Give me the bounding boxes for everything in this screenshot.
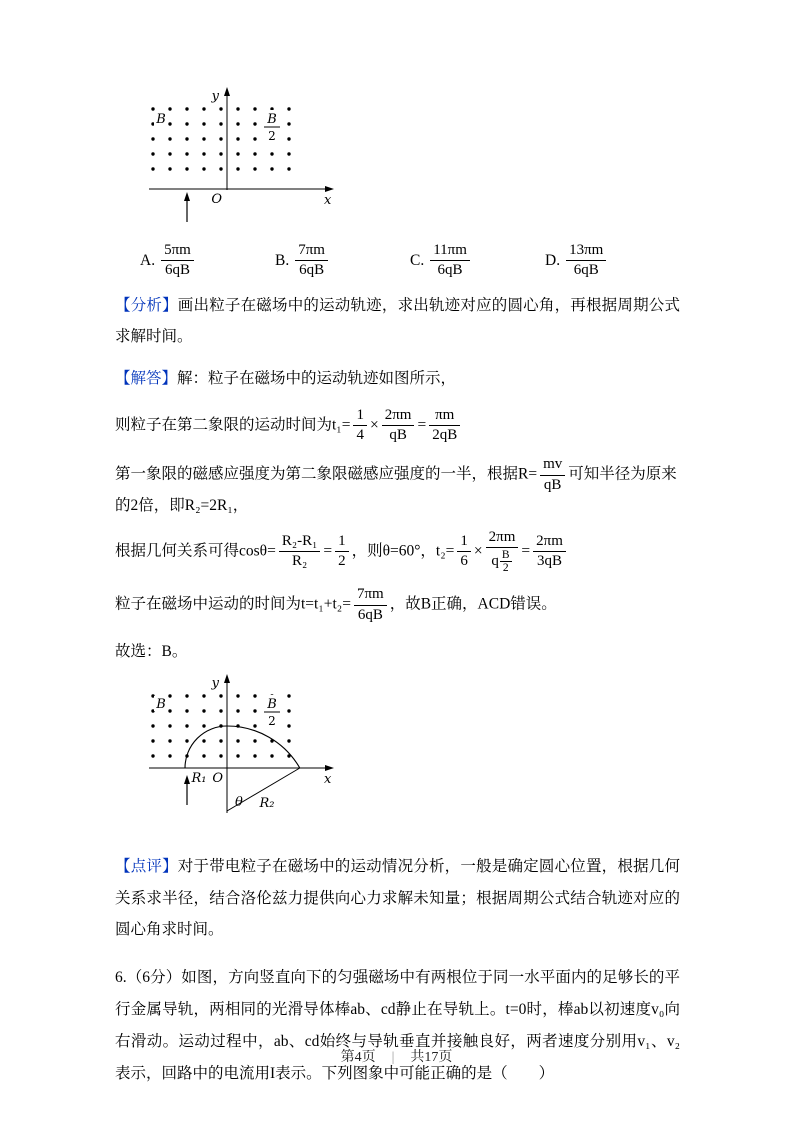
fraction — [457, 533, 471, 571]
footer-separator: | — [391, 1050, 395, 1065]
fraction-numerator: 5πm — [161, 242, 194, 261]
solution-step-3 — [115, 529, 680, 574]
velocity-arrowhead — [184, 775, 190, 784]
current-page-label: 第4页 — [340, 1050, 376, 1065]
solution-answer — [115, 636, 680, 667]
fraction — [335, 533, 349, 571]
y-axis-label: y — [211, 89, 219, 104]
solution-step-4 — [115, 586, 680, 624]
fraction-numerator: 7πm — [295, 242, 328, 261]
x-axis-label: x — [324, 193, 332, 208]
fraction — [279, 533, 320, 571]
fraction — [430, 242, 470, 280]
formula-text: ，故B正确，ACD错误。 — [389, 595, 557, 613]
formula-text: 可知半径为原来的2倍，即R₂=2R₁， — [115, 465, 677, 514]
fraction — [161, 242, 194, 280]
formula-text: = — [521, 542, 531, 560]
field-b-label: B — [156, 112, 166, 127]
fraction-denominator: 6qB — [299, 262, 325, 279]
formula-text: q — [491, 553, 499, 570]
fraction-numerator: 7πm — [354, 586, 387, 605]
answer-text: 故选：B。 — [115, 642, 188, 660]
page-footer — [0, 1046, 793, 1066]
field-b-half-denominator: 2 — [268, 129, 276, 143]
magnetic-field-diagram — [145, 86, 345, 234]
fraction — [382, 407, 415, 445]
fraction-numerator: πm — [429, 407, 460, 426]
origin-label: O — [212, 770, 223, 786]
fraction-denominator: R₂ — [291, 553, 308, 570]
fraction — [500, 549, 512, 574]
field-b-half-denominator: 2 — [268, 713, 276, 728]
origin-label: O — [211, 192, 222, 207]
analysis-text: 画出粒子在磁场中的运动轨迹，求出轨迹对应的圆心角，再根据周期公式求解时间。 — [115, 296, 680, 346]
y-axis-label: y — [211, 675, 219, 691]
fraction — [533, 533, 566, 571]
option-b — [275, 242, 410, 280]
x-axis-label: x — [324, 771, 332, 787]
fraction-numerator: 2πm — [382, 407, 415, 426]
field-b-half-numerator: B — [267, 112, 277, 127]
option-c-label: C. — [410, 251, 425, 269]
trajectory-diagram — [145, 673, 350, 841]
fraction-denominator: 4 — [356, 427, 364, 444]
option-a-label: A. — [140, 251, 156, 269]
fraction-denominator: 6 — [460, 553, 468, 570]
fraction-numerator: mv — [540, 456, 565, 475]
fraction-denominator: 6qB — [357, 606, 383, 623]
option-c — [410, 242, 545, 280]
formula-text: = — [323, 542, 333, 560]
solution-intro-text: 解：粒子在磁场中的运动轨迹如图所示， — [177, 370, 457, 388]
fraction-denominator: 6qB — [573, 262, 599, 279]
fraction-numerator: 13πm — [566, 242, 606, 261]
solution-step-2 — [115, 456, 680, 517]
comment-section — [115, 851, 680, 946]
x-axis-arrowhead — [325, 765, 334, 771]
solution-intro — [115, 363, 680, 395]
fraction — [429, 407, 460, 445]
total-pages-label: 共17页 — [410, 1050, 453, 1065]
velocity-arrowhead — [184, 192, 190, 201]
field-b-half-numerator: B — [267, 696, 277, 712]
analysis-section — [115, 290, 680, 354]
fraction-denominator: 6qB — [164, 262, 190, 279]
solution-step-1 — [115, 407, 680, 445]
fraction — [353, 407, 367, 445]
options-row — [140, 242, 680, 280]
radius-r1-label: R₁ — [191, 770, 207, 786]
analysis-tag: 【分析】 — [115, 296, 178, 314]
comment-tag: 【点评】 — [115, 857, 178, 875]
fraction — [540, 456, 565, 494]
formula-text: × — [369, 416, 379, 434]
fraction-denominator: qB — [543, 476, 562, 493]
formula-text: 则粒子在第二象限的运动时间为t₁= — [115, 416, 351, 434]
fraction — [295, 242, 328, 280]
fraction — [566, 242, 606, 280]
fraction-denominator: 2 — [502, 562, 509, 575]
solution-tag: 【解答】 — [115, 370, 178, 388]
fraction — [354, 586, 387, 624]
radius-r2-label: R₂ — [259, 795, 275, 811]
fraction-numerator: 1 — [457, 533, 471, 552]
y-axis-arrowhead — [224, 87, 230, 96]
fraction-denominator: 2qB — [432, 427, 458, 444]
formula-text: = — [417, 416, 427, 434]
fraction-numerator: R₂-R₁ — [279, 533, 320, 552]
question-6-text: 6.（6分）如图，方向竖直向下的匀强磁场中有两根位于同一水平面内的足够长的平行金属导轨，两相同的光滑导体棒ab、cd静止在导轨上。t=0时，棒ab以初速度v₀向右滑动。运动过程中，ab、cd始终与导轨垂直并接触良好，两者速度分别用v₁、v₂表示，回路中的电流用I表示。下列图象中可能正确的是（ ） — [115, 969, 680, 1082]
fraction-numerator: 2πm — [533, 533, 566, 552]
fraction-numerator: 1 — [353, 407, 367, 426]
fraction-denominator — [486, 548, 519, 574]
theta-label: θ — [235, 794, 243, 810]
fraction-numerator: 2πm — [486, 529, 519, 548]
option-d-label: D. — [545, 251, 561, 269]
option-d — [545, 242, 680, 280]
question-6 — [115, 962, 680, 1089]
y-axis-arrowhead — [224, 674, 230, 683]
x-axis-arrowhead — [325, 186, 334, 192]
formula-text: 粒子在磁场中运动的时间为t=t₁+t₂= — [115, 595, 351, 613]
option-b-label: B. — [275, 251, 290, 269]
formula-text: 第一象限的磁感应强度为第二象限磁感应强度的一半，根据R= — [115, 465, 538, 483]
fraction-numerator: 1 — [335, 533, 349, 552]
fraction-denominator: 6qB — [437, 262, 463, 279]
fraction — [486, 529, 519, 574]
option-a — [140, 242, 275, 280]
formula-text: 根据几何关系可得cosθ= — [115, 542, 276, 560]
formula-text: ，则θ=60°，t₂= — [351, 542, 455, 560]
field-b-label: B — [156, 696, 166, 712]
fraction-numerator: 11πm — [430, 242, 470, 261]
fraction-denominator: 2 — [338, 553, 346, 570]
fraction-numerator: B — [501, 549, 510, 562]
fraction-denominator: qB — [389, 427, 407, 444]
formula-text: × — [473, 542, 483, 560]
fraction-denominator: 3qB — [537, 553, 563, 570]
comment-text: 对于带电粒子在磁场中的运动情况分析，一般是确定圆心位置，根据几何关系求半径，结合洛伦兹力提供向心力求解未知量；根据周期公式结合轨迹对应的圆心角求时间。 — [115, 857, 680, 939]
